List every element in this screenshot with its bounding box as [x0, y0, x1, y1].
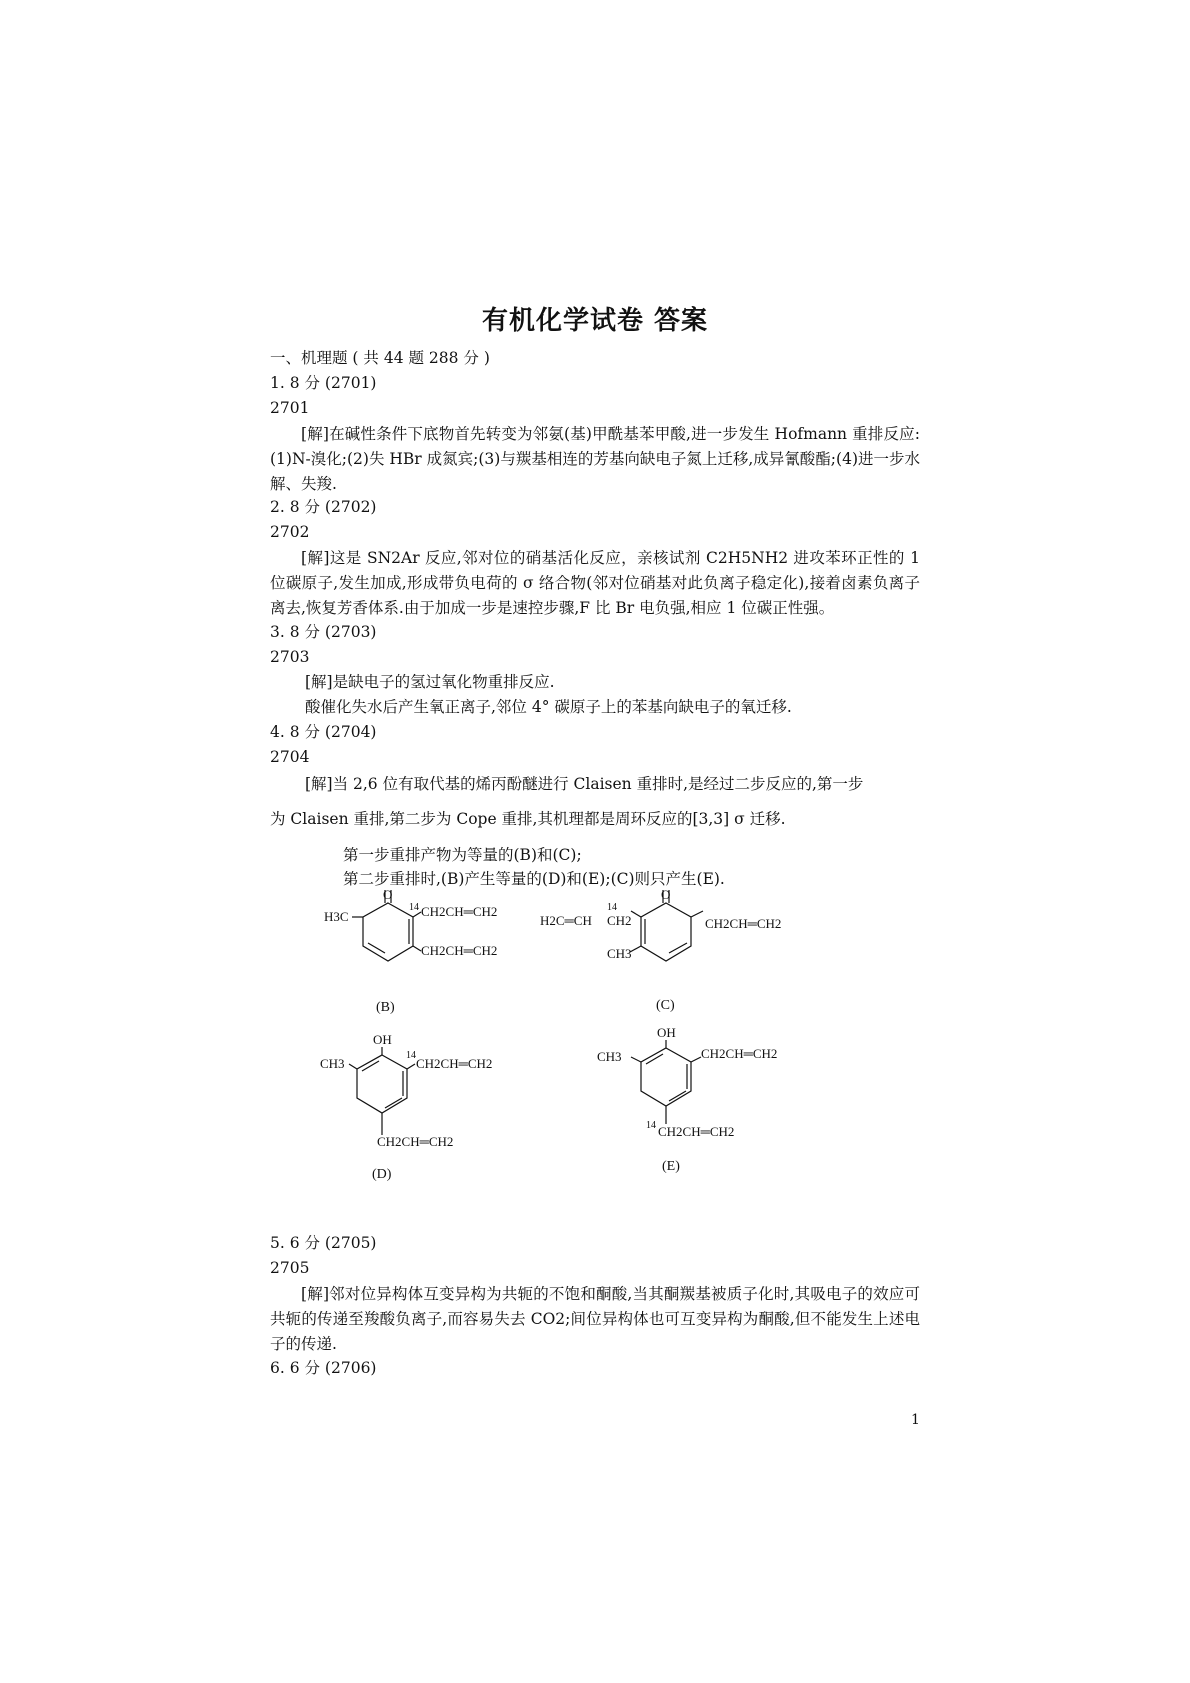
answer-paragraph: [解]这是 SN2Ar 反应,邻对位的硝基活化反应，亲核试剂 C2H5NH2 进攻苯环正性的 1 位碳原子,发生加成,形成带负电荷的 σ 络合物(邻对位硝基对此负离子稳定化),接着卤素负离子离去,恢复芳香体系.由于加成一步是速控步骤,F 比 Br 电负强,相应 1 位碳正性强。 [270, 549, 920, 617]
answer-line: 酸催化失水后产生氧正离子,邻位 4° 碳原子上的苯基向缺电子的氧迁移. [305, 698, 792, 716]
allyl-chain-label: CH2CH═CH2 [377, 1134, 454, 1149]
question-code: 2701 [270, 399, 310, 417]
question-code: 2702 [270, 523, 310, 541]
methylene-label: CH2 [607, 913, 632, 928]
answer-line: [解]当 2,6 位有取代基的烯丙酚醚进行 Claisen 重排时,是经过二步反应的,第一步 [305, 775, 864, 793]
methyl-label: CH3 [320, 1056, 345, 1071]
answer-line: [解]是缺电子的氢过氧化物重排反应. [305, 673, 555, 691]
question-header: 2. 8 分 (2702) [270, 498, 377, 516]
page-number: 1 [911, 1412, 920, 1428]
oxygen-label: O [661, 887, 671, 902]
answer-paragraph: [解]邻对位异构体互变异构为共轭的不饱和酮酸,当其酮羰基被质子化时,其吸电子的效应可共轭的传递至羧酸负离子,而容易失去 CO2;间位异构体也可互变异构为酮酸,但不能发生上述电子的传递. [270, 1285, 920, 1353]
allyl-chain-label: CH2CH═CH2 [421, 904, 498, 919]
question-header: 1. 8 分 (2701) [270, 374, 377, 392]
answer-line: 为 Claisen 重排,第二步为 Cope 重排,其机理都是周环反应的[3,3] σ 迁移. [270, 810, 786, 828]
section-heading: 一、机理题 ( 共 44 题 288 分 ) [270, 349, 490, 367]
allyl-chain-label: CH2CH═CH2 [658, 1124, 735, 1139]
allyl-chain-label: CH2CH═CH2 [705, 916, 782, 931]
structure-label: (E) [662, 1159, 680, 1174]
methyl-label: CH3 [597, 1049, 622, 1064]
answer-line: 第二步重排时,(B)产生等量的(D)和(E);(C)则只产生(E). [343, 870, 725, 888]
vinyl-label: H2C═CH [540, 913, 592, 928]
question-header: 3. 8 分 (2703) [270, 623, 377, 641]
allyl-chain-label: CH2CH═CH2 [421, 943, 498, 958]
structure-e [631, 1040, 701, 1124]
hydroxyl-label: OH [373, 1032, 392, 1047]
answer-paragraph: [解]在碱性条件下底物首先转变为邻氨(基)甲酰基苯甲酸,进一步发生 Hofmann 重排反应:(1)N-溴化;(2)失 HBr 成氮宾;(3)与羰基相连的芳基向缺电子氮上迁移,成异氰酸酯;(4)进一步水解、失羧. [270, 425, 920, 493]
allyl-chain-label: CH2CH═CH2 [416, 1056, 493, 1071]
question-code: 2705 [270, 1259, 310, 1277]
answer-line: 第一步重排产物为等量的(B)和(C); [343, 846, 582, 864]
page-title: 有机化学试卷 答案 [481, 306, 709, 336]
question-header: 4. 8 分 (2704) [270, 723, 377, 741]
structure-label: (D) [372, 1167, 392, 1182]
isotope-label: 14 [607, 902, 617, 913]
methyl-label: H3C [324, 909, 349, 924]
allyl-chain-label: CH2CH═CH2 [701, 1046, 778, 1061]
question-code: 2703 [270, 648, 310, 666]
isotope-label: 14 [409, 902, 419, 913]
question-code: 2704 [270, 748, 310, 766]
structure-label: (B) [376, 1000, 395, 1015]
isotope-label: 14 [646, 1120, 656, 1131]
question-header: 5. 6 分 (2705) [270, 1234, 377, 1252]
structure-label: (C) [656, 998, 675, 1013]
oxygen-label: O [383, 887, 393, 902]
methyl-label: CH3 [607, 946, 632, 961]
hydroxyl-label: OH [657, 1025, 676, 1040]
isotope-label: 14 [406, 1050, 416, 1061]
question-header: 6. 6 分 (2706) [270, 1359, 377, 1377]
